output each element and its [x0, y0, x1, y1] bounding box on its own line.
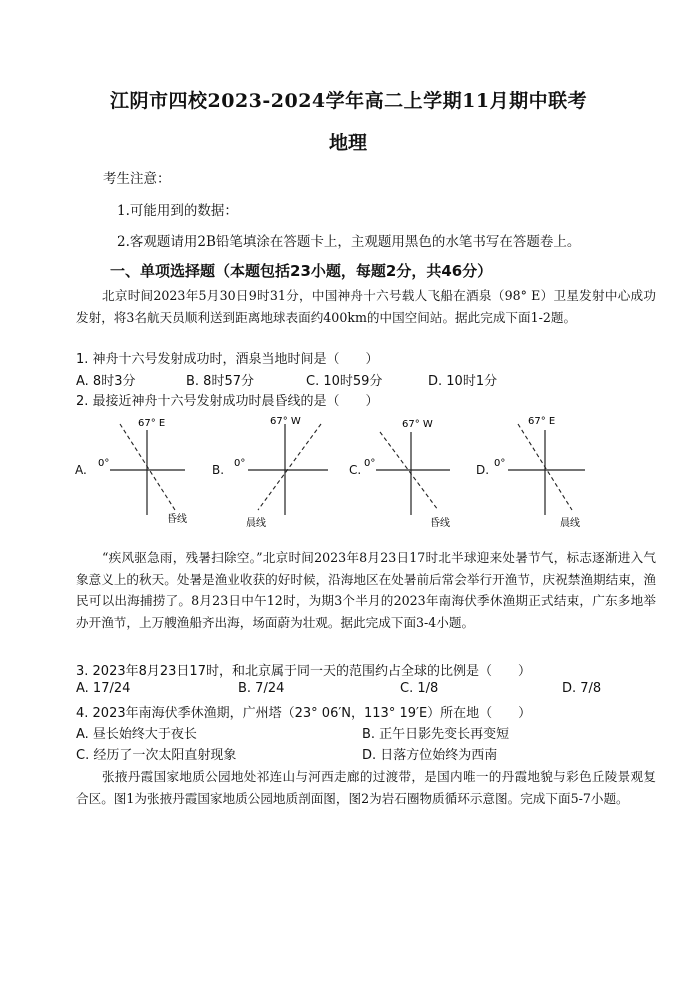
question-3-option-b: B. 7/24	[238, 681, 285, 696]
equator-label: 0°	[98, 458, 110, 469]
passage-3: 张掖丹霞国家地质公园地处祁连山与河西走廊的过渡带，是国内唯一的丹霞地貌与彩色丘陵景观复合区。图1为张掖丹霞国家地质公园地质剖面图，图2为岩石圈物质循环示意图。完成下面5-7小题。	[76, 769, 656, 806]
diagram-c-letter: C.	[349, 463, 362, 477]
passage-2: “疾风驱急雨，残暑扫除空。”北京时间2023年8月23日17时北半球迎来处暑节气，标志逐渐进入气象意义上的秋天。处暑是渔业收获的好时候，沿海地区在处暑前后常会举行开渔节，庆祝禁渔期结束，渔民可以出海捕捞了。8月23日中午12时，为期3个半月的2023年南海伏季休渔期正式结束，广东多地举办开渔节，上万艘渔船齐出海，场面蔚为壮观。据此完成下面3-4小题。	[76, 550, 656, 630]
question-1-option-d: D. 10时1分	[428, 374, 498, 389]
passage-1: 北京时间2023年5月30日9时31分，中国神舟十六号载人飞船在酒泉（98° E）卫星发射中心成功发射，将3名航天员顺利送到距离地球表面约400km的中国空间站。据此完成下面1-2题。	[76, 288, 656, 325]
terminator-label: 昏线	[167, 514, 187, 525]
question-3-option-c: C. 1/8	[400, 681, 439, 696]
diagram-a-letter: A.	[75, 463, 87, 477]
equator-label: 0°	[234, 458, 246, 469]
notice-heading: 考生注意：	[103, 171, 171, 187]
subject-title: 地理	[329, 132, 368, 154]
question-4-option-c: C. 经历了一次太阳直射现象	[76, 748, 237, 763]
question-3-option-a: A. 17/24	[76, 681, 131, 696]
latitude-label: 67° W	[402, 419, 433, 430]
diagram-d	[490, 410, 600, 530]
terminator-label: 晨线	[560, 518, 580, 529]
question-3-stem: 3. 2023年8月23日17时，和北京属于同一天的范围约占全球的比例是（ ）	[76, 664, 531, 679]
question-4-option-b: B. 正午日影先变长再变短	[362, 727, 510, 742]
notice-item-2: 2.客观题请用2B铅笔填涂在答题卡上，主观题用黑色的水笔书写在答题卷上。	[117, 234, 581, 250]
question-1-option-b: B. 8时57分	[186, 374, 254, 389]
latitude-label: 67° E	[528, 416, 556, 427]
terminator-line	[380, 432, 438, 510]
page-title: 江阴市四校2023-2024学年高二上学期11月期中联考	[110, 90, 588, 112]
section-heading: 一、单项选择题（本题包括23小题，每题2分，共46分）	[110, 262, 493, 280]
latitude-label: 67° W	[270, 416, 301, 427]
diagram-b-letter: B.	[212, 463, 225, 477]
question-1-stem: 1. 神舟十六号发射成功时，酒泉当地时间是（ ）	[76, 352, 379, 367]
question-3-option-d: D. 7/8	[562, 681, 602, 696]
terminator-label: 晨线	[246, 518, 266, 529]
question-4-option-a: A. 昼长始终大于夜长	[76, 727, 197, 742]
question-4-option-d: D. 日落方位始终为西南	[362, 748, 498, 763]
question-2-stem: 2. 最接近神舟十六号发射成功时晨昏线的是（ ）	[76, 394, 379, 409]
notice-item-1: 1.可能用到的数据：	[117, 203, 238, 219]
terminator-label: 昏线	[430, 518, 450, 529]
equator-label: 0°	[494, 458, 506, 469]
diagram-c	[358, 410, 468, 530]
question-1-option-a: A. 8时3分	[76, 374, 136, 389]
latitude-label: 67° E	[138, 418, 166, 429]
equator-label: 0°	[364, 458, 376, 469]
question-1-option-c: C. 10时59分	[306, 374, 383, 389]
diagram-d-letter: D.	[476, 463, 490, 477]
diagram-b	[228, 410, 338, 530]
terminator-line	[258, 424, 321, 510]
diagram-a	[90, 410, 200, 530]
question-4-stem: 4. 2023年南海伏季休渔期，广州塔（23° 06′N，113° 19′E）所在地（ ）	[76, 706, 532, 721]
